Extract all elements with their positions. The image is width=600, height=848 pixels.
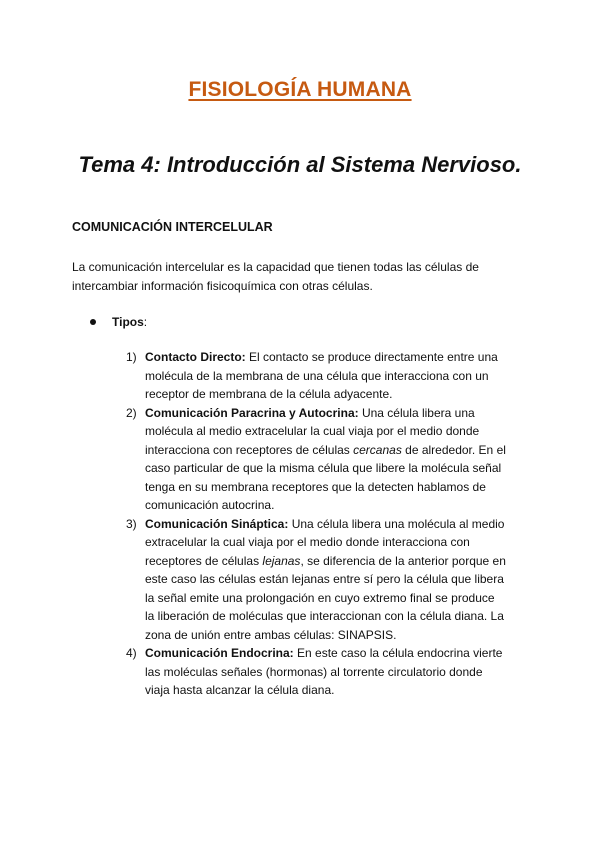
list-item-text: El contacto se produce directamente entre una molécula de la membrana de una célula que interacciona con un receptor de membrana de la célula adyacente. — [145, 350, 498, 401]
list-item-contacto-directo — [126, 348, 506, 404]
document-title: FISIOLOGÍA HUMANA — [188, 78, 412, 101]
intro-paragraph — [72, 258, 532, 296]
list-item-text: Una célula libera una molécula al medio extracelular la cual viaja por el medio donde interacciona con receptores de células — [145, 405, 480, 457]
list-item-title: Comunicación Paracrina y Autocrina: — [145, 405, 359, 420]
list-item-title: Comunicación Sináptica: — [145, 516, 289, 531]
bullet-dot-icon — [90, 319, 96, 325]
intro-line-2: intercambiar información fisicoquímica con otras células. — [72, 279, 373, 293]
bullet-label: Tipos — [112, 315, 144, 329]
list-item-title: Contacto Directo: — [145, 350, 246, 364]
list-item-number: 1) — [126, 350, 137, 364]
list-item-paracrina-autocrina — [126, 404, 506, 515]
list-item-number: 3) — [126, 516, 137, 531]
list-item-title: Comunicación Endocrina: — [145, 646, 294, 660]
list-item-endocrina — [126, 644, 506, 700]
types-list — [126, 348, 506, 700]
list-item-number: 4) — [126, 646, 137, 660]
list-item-text: de alrededor. En el caso particular de que la misma célula que libere la molécula señal tenga en su membrana receptores que la detecten hablamos de comunicación autocrina. — [145, 442, 506, 512]
list-item-emphasis: cercanas — [353, 442, 402, 457]
intro-line-1: La comunicación intercelular es la capacidad que tienen todas las células de — [72, 260, 479, 274]
document-subtitle: Tema 4: Introducción al Sistema Nervioso. — [78, 152, 522, 177]
bullet-tipos — [90, 313, 147, 332]
list-item-number: 2) — [126, 405, 137, 420]
list-item-text: En este caso la célula endocrina vierte las moléculas señales (hormonas) al torrente circulatorio donde viaja hasta alcanzar la célula diana. — [145, 646, 503, 697]
list-item-text: Una célula libera una molécula al medio extracelular la cual viaja por el medio donde interacciona con receptores de células — [145, 516, 505, 568]
list-item-text: , se diferencia de la anterior porque en este caso las células están lejanas entre sí pero la célula que libera la señal emite una prolongación en cuyo extremo final se produce la liberación de moléculas que interaccionan con la célula diana. La zona de unión entre ambas células: SINAPSIS. — [145, 553, 506, 642]
list-item-emphasis: lejanas — [262, 553, 301, 568]
section-heading: COMUNICACIÓN INTERCELULAR — [72, 220, 273, 234]
bullet-colon: : — [143, 315, 148, 329]
list-item-sinaptica — [126, 515, 506, 645]
